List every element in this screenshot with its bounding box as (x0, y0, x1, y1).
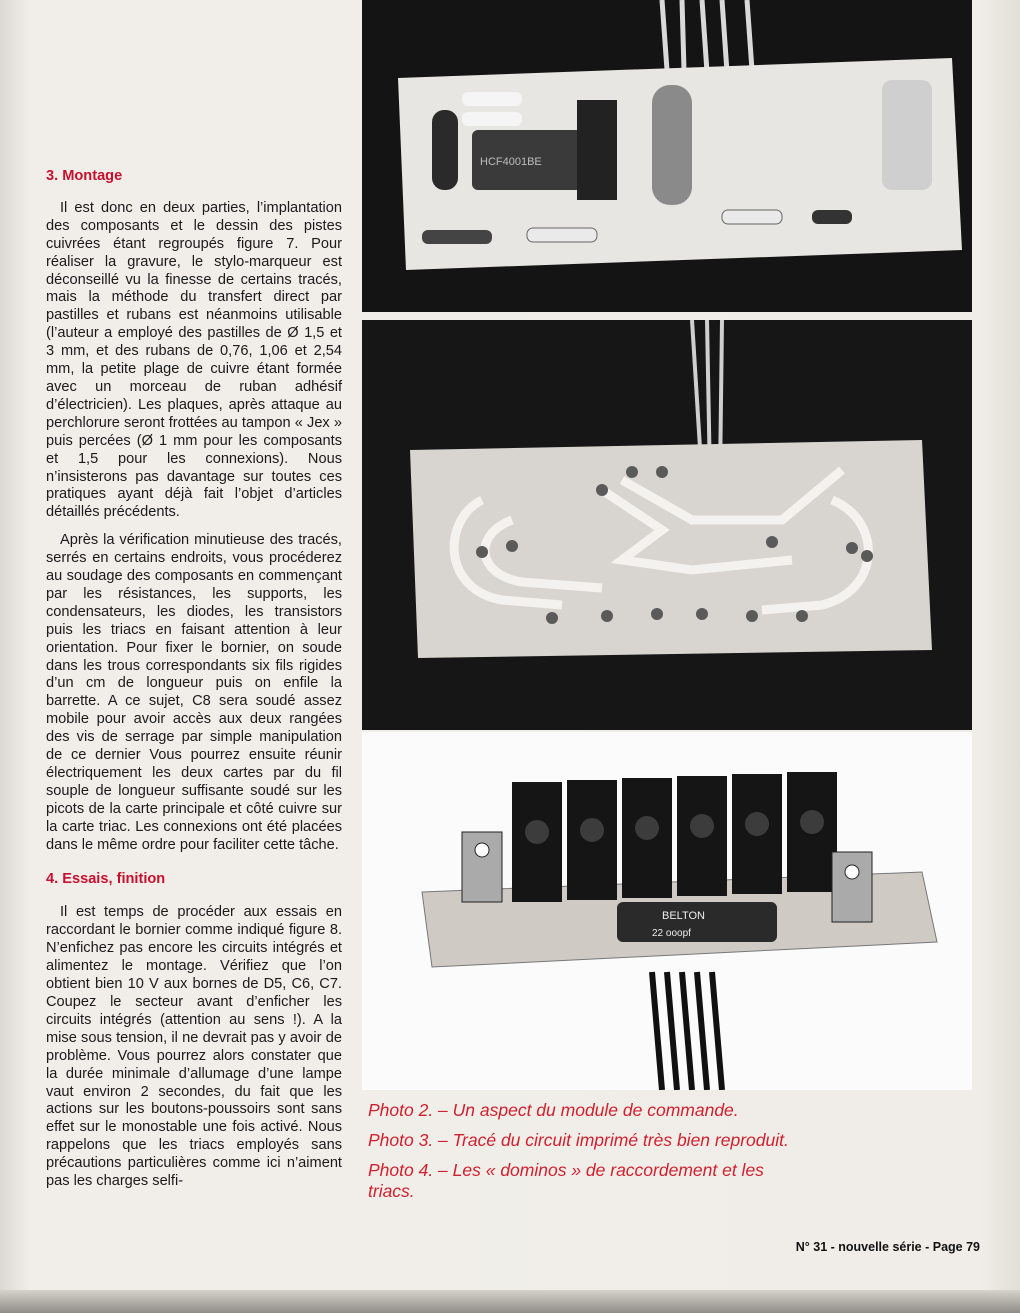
paragraph-essais: Il est temps de procéder aux essais en raccordant le bornier comme indiqué figure 8. N’enfichez pas encore les circuits intégrés et alimentez le montage. Vérifiez que l’on obtient bien 10 V aux bornes de D5, C6, C7. Coupez le secteur avant d’enficher les circuits intégrés (attention au sens !). A la mise sous tension, il ne devrait pas y avoir de problème. Vous pourrez alors constater que la durée minimale d’allumage d’une lampe vaut environ 2 secondes, du fait que les actions sur les boutons-poussoirs sont sans effet sur le monostable une fois activé. Nous rappelons que les triacs employés sans précautions particulières comme ici n’aiment pas les charges selfi- (46, 904, 342, 1190)
caption-photo-4: Photo 4. – Les « dominos » de raccordement et les triacs. (368, 1160, 764, 1201)
caption-photo-3: Photo 3. – Tracé du circuit imprimé très bien reproduit. (368, 1130, 789, 1150)
section-heading-montage: 3. Montage (46, 168, 123, 184)
capacitor-value: 22 ooopf (652, 928, 691, 939)
paragraph-montage-2: Après la vérification minutieuse des tracés, serrés en certains endroits, vous procéderez au soudage des composants en commençant par les résistances, les supports, les condensateurs, les diodes, les transistors puis les triacs en faisant attention à leur orientation. Pour fixer le bornier, on soude dans les trous correspondants six fils rigides d’un cm de longueur puis on enfile la barrette. A ce sujet, C8 sera soudé assez mobile pour avoir accès aux deux rangées des vis de serrage par simple manipulation de ce dernier Vous pourrez ensuite réunir électriquement les deux cartes par du fil souple de longueur suffisante soudé sur les picots de la carte principale et côté cuivre sur la carte triac. Les connexions ont été placées dans le même ordre pour faciliter cette tâche. (46, 532, 342, 853)
photo-2-control-module (362, 0, 972, 312)
capacitor-brand: BELTON (662, 910, 705, 922)
photo-4-terminal-blocks-triacs (362, 732, 972, 1090)
paragraph-montage-1: Il est donc en deux parties, l’implantation des composants et le dessin des pistes cuivrées étant regroupés figure 7. Pour réaliser la gravure, le stylo-marqueur est déconseillé vu la finesse de certains tracés, mais la méthode du transfert direct par pastilles et rubans est néanmoins utilisable (l’auteur a employé des pastilles de Ø 1,5 et 3 mm, et des rubans de 0,76, 1,06 et 2,54 mm, la petite plage de cuivre étant formée avec un morceau de ruban adhésif d’électricien). Les plaques, après attaque au perchlorure seront frottées au tampon « Jex » puis percées (Ø 1 mm pour les composants et 1,5 pour les connexions). Nous n’insisterons pas davantage sur toutes ces pratiques ayant déjà fait l’objet d’articles détaillés précédents. (46, 199, 342, 521)
photo-3-printed-circuit (362, 320, 972, 730)
bottom-shadow (0, 1290, 1020, 1313)
photo-captions (368, 1100, 808, 1211)
ic-marking: HCF4001BE (480, 156, 542, 168)
article-text-column (46, 168, 342, 1191)
section-heading-essais: 4. Essais, finition (46, 870, 166, 887)
page-footer: N° 31 - nouvelle série - Page 79 (795, 1240, 980, 1254)
caption-photo-2: Photo 2. – Un aspect du module de commande. (368, 1100, 739, 1120)
